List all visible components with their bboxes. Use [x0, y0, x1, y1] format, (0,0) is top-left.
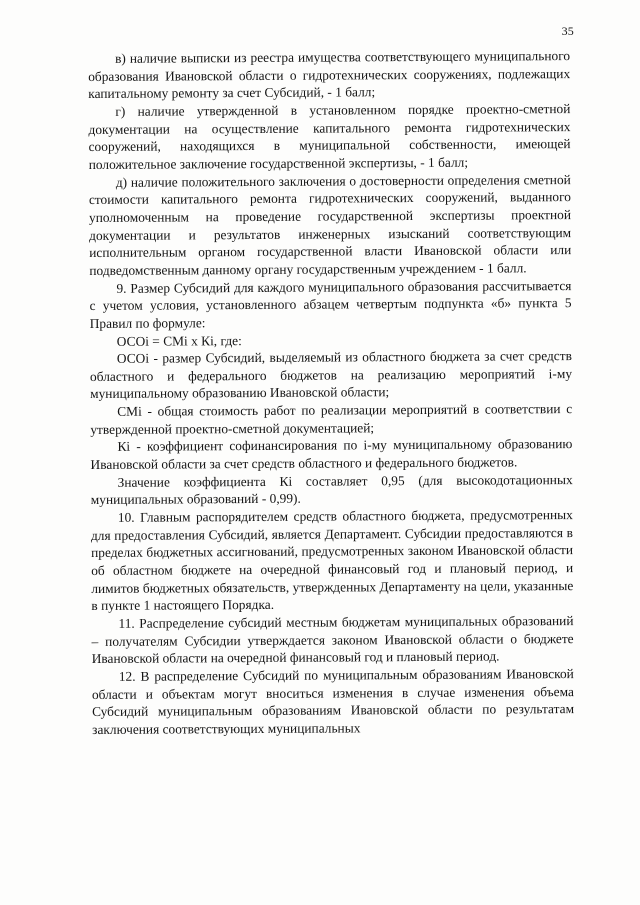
page-number: 35: [561, 24, 574, 38]
paragraph-section-9: 9. Размер Субсидий для каждого муниципального образования рассчитывается с учетом условия, установленного абзацем четвертым подпункта «б» пункта 5 Правил по формуле:: [89, 277, 572, 331]
paragraph-item-d: д) наличие положительного заключения о достоверности определения сметной стоимости капитального ремонта гидротехнических сооружений, выданного уполномоченным на проведение государственной экспертизы проектной документации и результатов инженерных изысканий соответствующим исполнительным органом государственной власти Ивановской области или подведомственным данному органу государственным учреждением - 1 балл.: [88, 171, 572, 278]
definition-oco: ОСОi - размер Субсидий, выделяемый из областного бюджета за счет средств областного и федерального бюджетов на реализацию мероприятий i-му муниципальному образованию Ивановской области;: [89, 348, 573, 402]
paragraph-section-12: 12. В распределение Субсидий по муниципальным образованиям Ивановской области и объектам могут вноситься изменения в случае изменения объема Субсидий муниципальным образованиям Ивановской области по результатам заключения соответствующих муниципальных: [91, 666, 575, 737]
paragraph-section-11: 11. Распределение субсидий местным бюджетам муниципальных образований – получателям Субсидии утверждается законом Ивановской области о бюджете Ивановской области на очередной финансовый год и плановый период.: [91, 613, 574, 667]
document-body: [88, 47, 574, 739]
definition-cm: СМi - общая стоимость работ по реализации мероприятий в соответствии с утвержденной проектно-сметной документацией;: [90, 401, 573, 437]
definition-k: Кi - коэффициент софинансирования по i-му муниципальному образованию Ивановской области за счет средств областного и федерального бюджетов.: [90, 436, 573, 473]
paragraph-section-10: 10. Главным распорядителем средств областного бюджета, предусмотренных для предоставления Субсидий, является Департамент. Субсидии предоставляются в пределах бюджетных ассигнований, предусмотренных законом Ивановской области об областном бюджете на очередной финансовый год и плановый период, и лимитов бюджетных обязательств, утвержденных Департаменту на цели, указанные в пункте 1 настоящего Порядка.: [90, 507, 574, 614]
paragraph-item-v: в) наличие выписки из реестра имущества соответствующего муниципального образования Ивановской области о гидротехнических сооружениях, подлежащих капитальному ремонту за счет Субсидий, - 1 балл;: [88, 48, 571, 102]
formula-line: ОСОi = СМi х Кi, где:: [116, 332, 242, 349]
coefficient-value-note: Значение коэффициента Кi составляет 0,95 (для высокодотационных муниципальных образований - 0,99).: [90, 471, 573, 508]
paragraph-item-g: г) наличие утвержденной в установленном порядке проектно-сметной документации на осуществление капитального ремонта гидротехнических сооружений, находящихся в муниципальной собственности, имеющей положительное заключение государственной экспертизы, - 1 балл;: [88, 101, 571, 172]
